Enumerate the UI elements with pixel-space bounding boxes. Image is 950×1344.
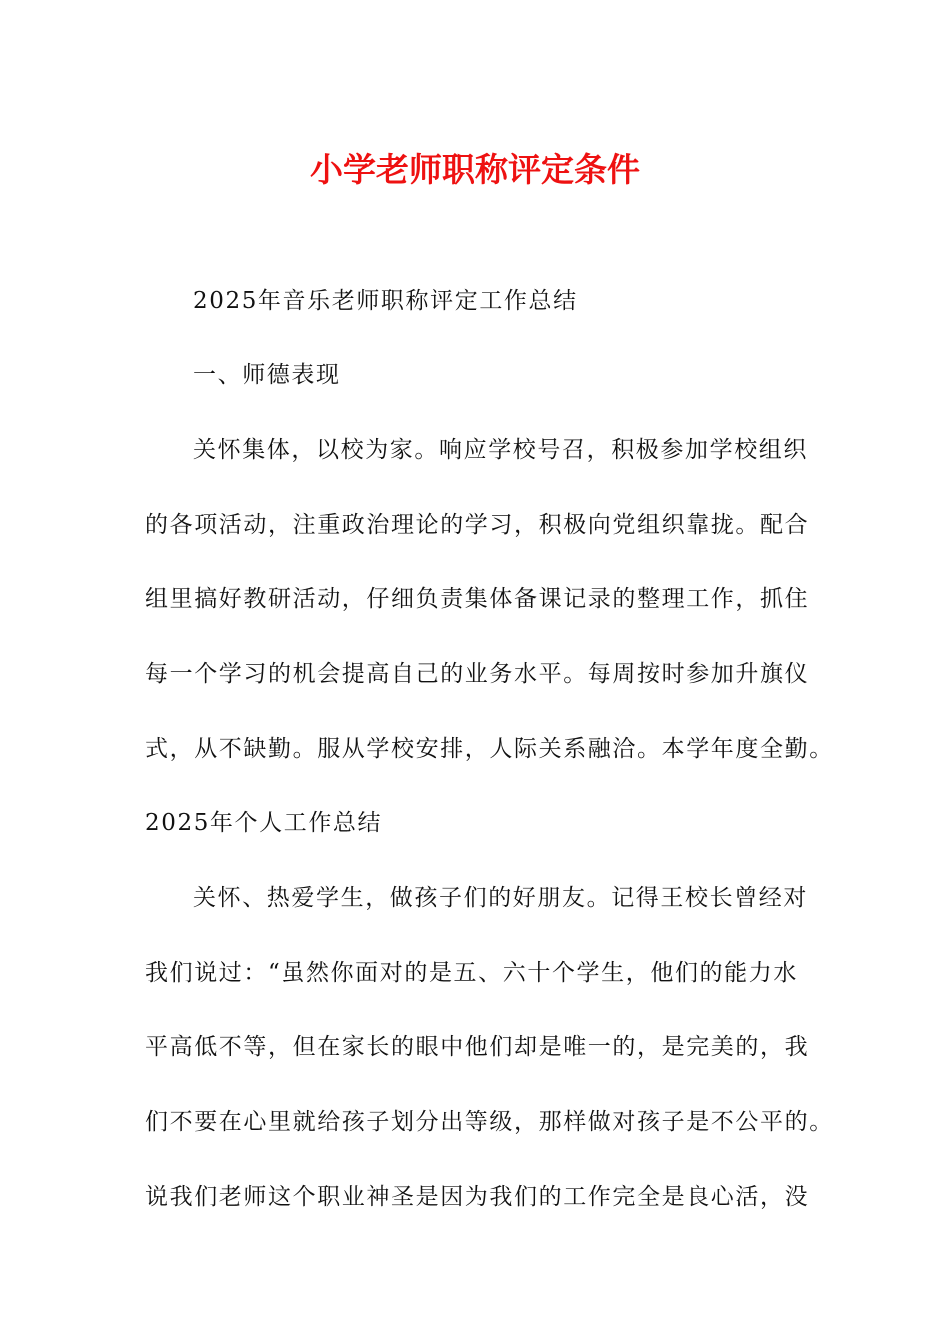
paragraph-line: 平高低不等，但在家长的眼中他们却是唯一的，是完美的，我 [145, 1034, 810, 1060]
paragraph-line: 关怀、热爱学生，做孩子们的好朋友。记得王校长曾经对 [193, 885, 808, 911]
paragraph-line: 说我们老师这个职业神圣是因为我们的工作完全是良心活，没 [145, 1184, 810, 1210]
paragraph-line: 关怀集体，以校为家。响应学校号召，积极参加学校组织 [193, 437, 808, 463]
document-title: 小学老师职称评定条件 [310, 150, 640, 189]
paragraph-line: 每一个学习的机会提高自己的业务水平。每周按时参加升旗仪 [145, 661, 810, 687]
section-heading: 一、师德表现 [193, 362, 341, 388]
paragraph-line: 的各项活动，注重政治理论的学习，积极向党组织靠拢。配合 [145, 512, 810, 538]
subtitle-line: 2025年音乐老师职称评定工作总结 [193, 288, 578, 314]
paragraph-line: 们不要在心里就给孩子划分出等级，那样做对孩子是不公平的。 [145, 1109, 834, 1135]
subheading-line: 2025年个人工作总结 [145, 810, 383, 836]
paragraph-line: 我们说过：“虽然你面对的是五、六十个学生，他们的能力水 [145, 960, 798, 986]
paragraph-line: 式，从不缺勤。服从学校安排，人际关系融洽。本学年度全勤。 [145, 736, 834, 762]
paragraph-line: 组里搞好教研活动，仔细负责集体备课记录的整理工作，抓住 [145, 586, 810, 612]
